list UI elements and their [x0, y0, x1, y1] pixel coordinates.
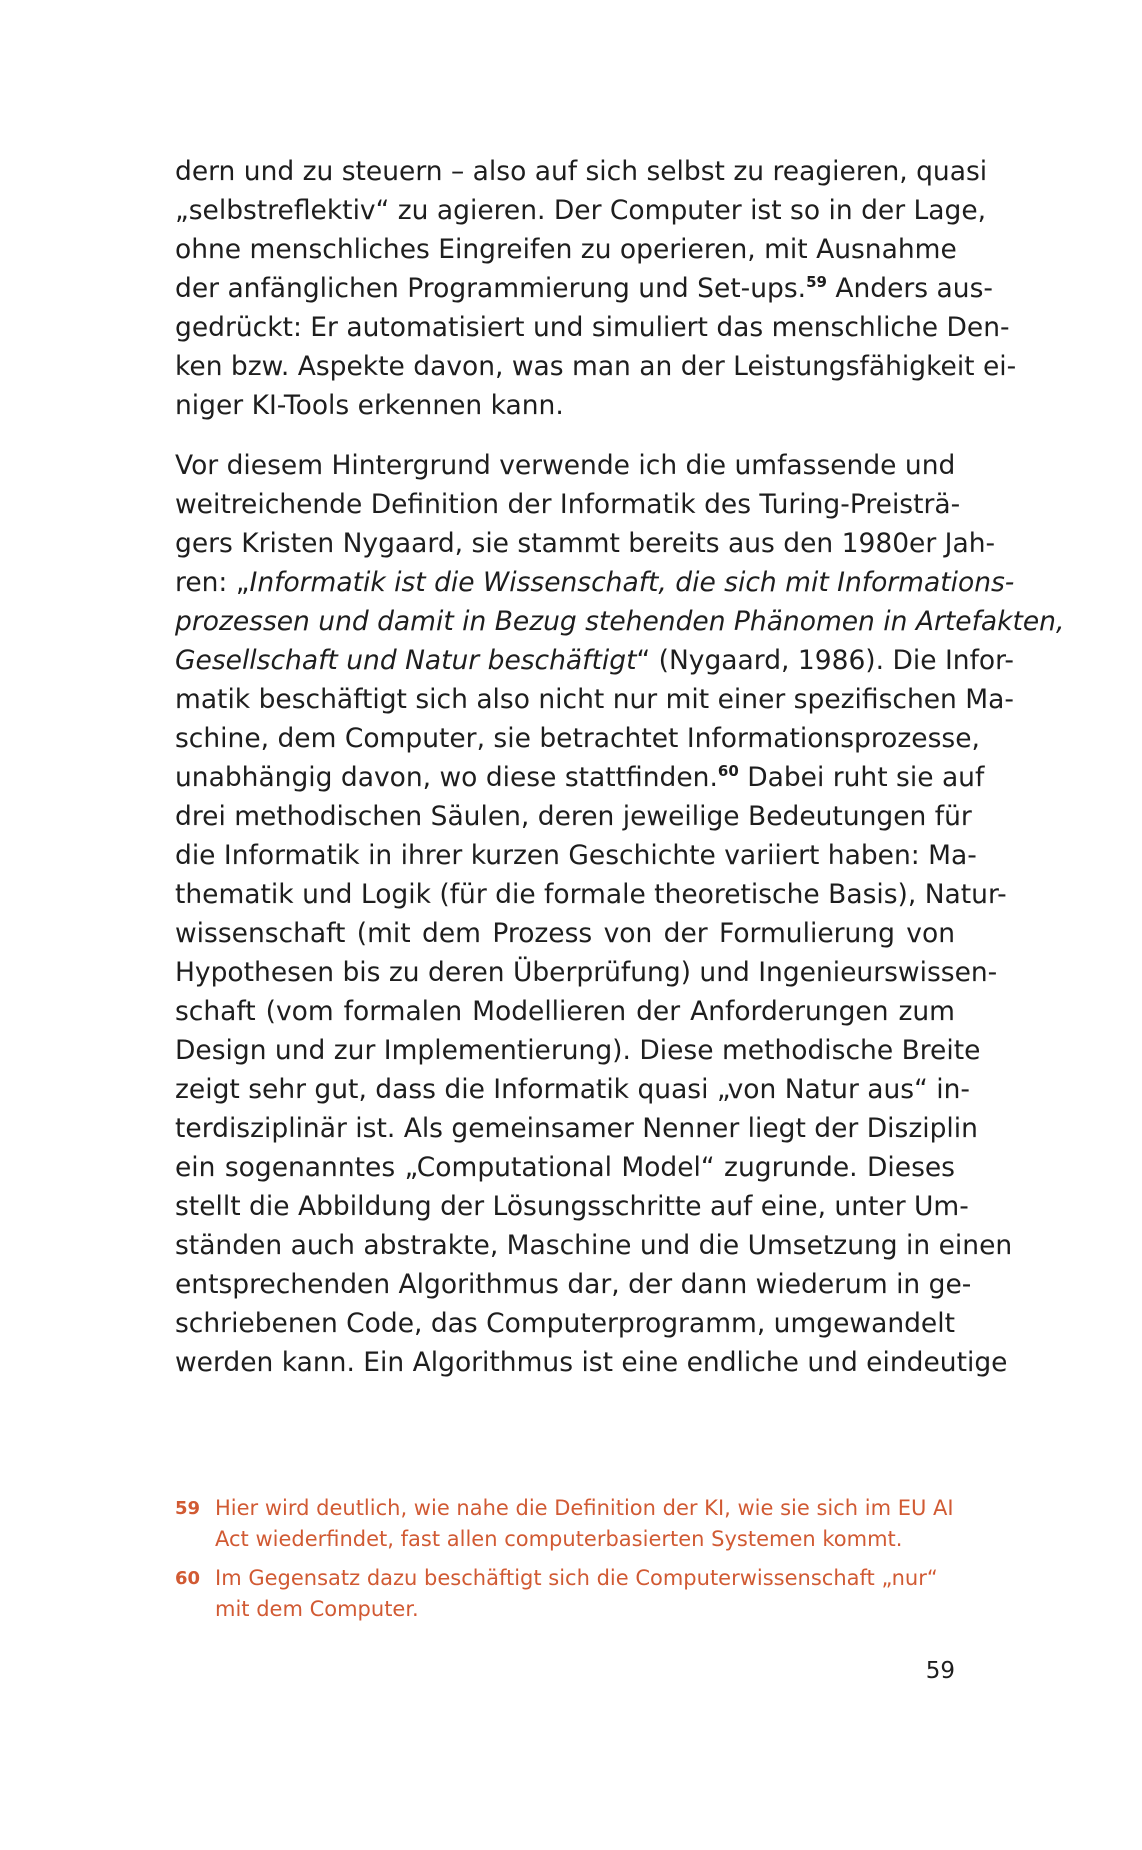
text-line: ohne menschliches Eingreifen zu operieren, mit Ausnahme — [175, 234, 957, 265]
footnote-60 — [175, 1563, 955, 1625]
text-line: drei methodischen Säulen, deren jeweilige Bedeutungen für — [175, 801, 972, 832]
text-line: die Informatik in ihrer kurzen Geschichte variiert haben: Ma- — [175, 840, 977, 871]
footnotes-section — [175, 1493, 955, 1633]
text-line: schriebenen Code, das Computerprogramm, umgewandelt — [175, 1308, 955, 1339]
footnote-line: mit dem Computer. — [215, 1597, 419, 1621]
text-line: matik beschäftigt sich also nicht nur mit einer spezifischen Ma- — [175, 684, 1014, 715]
text-line: Vor diesem Hintergrund verwende ich die umfassende und — [175, 450, 956, 481]
text-line — [175, 641, 1014, 680]
text-line: schine, dem Computer, sie betrachtet Informationsprozesse, — [175, 723, 980, 754]
text-line: weitreichende Definition der Informatik des Turing-Preisträ- — [175, 489, 961, 520]
text-line: gedrückt: Er automatisiert und simuliert das menschliche Den- — [175, 312, 1010, 343]
text-span: der anfänglichen Programmierung und Set-ups. — [175, 273, 807, 304]
paragraph-1 — [175, 152, 1017, 425]
text-line: dern und zu steuern – also auf sich selbst zu reagieren, quasi — [175, 156, 988, 187]
text-line: gers Kristen Nygaard, sie stammt bereits aus den 1980er Jah- — [175, 528, 996, 559]
text-line: zeigt sehr gut, dass die Informatik quasi „von Natur aus“ in- — [175, 1074, 970, 1105]
text-span: unabhängig davon, wo diese stattfinden. — [175, 762, 718, 793]
text-line — [175, 758, 985, 797]
footnote-59 — [175, 1493, 955, 1555]
footnote-ref-60[interactable]: 60 — [717, 762, 739, 780]
text-line: Design und zur Implementierung). Diese methodische Breite — [175, 1035, 981, 1066]
text-span: Anders aus- — [826, 273, 993, 304]
footnote-number: 60 — [175, 1568, 201, 1589]
text-line: ständen auch abstrakte, Maschine und die Umsetzung in einen — [175, 1230, 1013, 1261]
paragraph-2 — [175, 446, 1065, 1382]
text-line: entsprechenden Algorithmus dar, der dann wiederum in ge- — [175, 1269, 972, 1300]
footnote-line: Im Gegensatz dazu beschäftigt sich die Computerwissenschaft „nur“ — [215, 1566, 938, 1590]
footnote-text — [215, 1563, 955, 1625]
text-line: werden kann. Ein Algorithmus ist eine endliche und eindeutige — [175, 1347, 1008, 1378]
text-line — [175, 563, 1015, 602]
text-line: thematik und Logik (für die formale theoretische Basis), Natur- — [175, 879, 1007, 910]
text-line: stellt die Abbildung der Lösungsschritte auf eine, unter Um- — [175, 1191, 969, 1222]
page-number: 59 — [925, 1658, 955, 1684]
text-line: niger KI-Tools erkennen kann. — [175, 390, 564, 421]
text-line: terdisziplinär ist. Als gemeinsamer Nenner liegt der Disziplin — [175, 1113, 978, 1144]
footnote-line: Act wiederfindet, fast allen computerbasierten Systemen kommt. — [215, 1527, 903, 1551]
text-line: wissenschaft (mit dem Prozess von der Formulierung von — [175, 918, 955, 949]
text-line: schaft (vom formalen Modellieren der Anforderungen zum — [175, 996, 955, 1027]
text-span: ren: „ — [175, 567, 250, 598]
text-line: Hypothesen bis zu deren Überprüfung) und Ingenieurswissen- — [175, 957, 998, 988]
text-span: Dabei ruht sie auf — [738, 762, 985, 793]
text-line: ein sogenanntes „Computational Model“ zugrunde. Dieses — [175, 1152, 955, 1183]
footnote-ref-59[interactable]: 59 — [806, 273, 827, 291]
quote-italic-line: prozessen und damit in Bezug stehenden Phänomen in Artefakten, — [175, 606, 1065, 637]
text-line — [175, 269, 993, 308]
footnote-number: 59 — [175, 1498, 201, 1519]
text-line: ken bzw. Aspekte davon, was man an der Leistungsfähigkeit ei- — [175, 351, 1017, 382]
quote-italic: Gesellschaft und Natur beschäftigt — [175, 645, 637, 676]
footnote-text — [215, 1493, 955, 1555]
text-line: „selbstreflektiv“ zu agieren. Der Computer ist so in der Lage, — [175, 195, 987, 226]
text-span: “ (Nygaard, 1986). Die Infor- — [636, 645, 1014, 676]
quote-italic: Informatik ist die Wissenschaft, die sich mit Informations- — [249, 567, 1015, 598]
footnote-line: Hier wird deutlich, wie nahe die Definition der KI, wie sie sich im EU AI — [215, 1496, 954, 1520]
